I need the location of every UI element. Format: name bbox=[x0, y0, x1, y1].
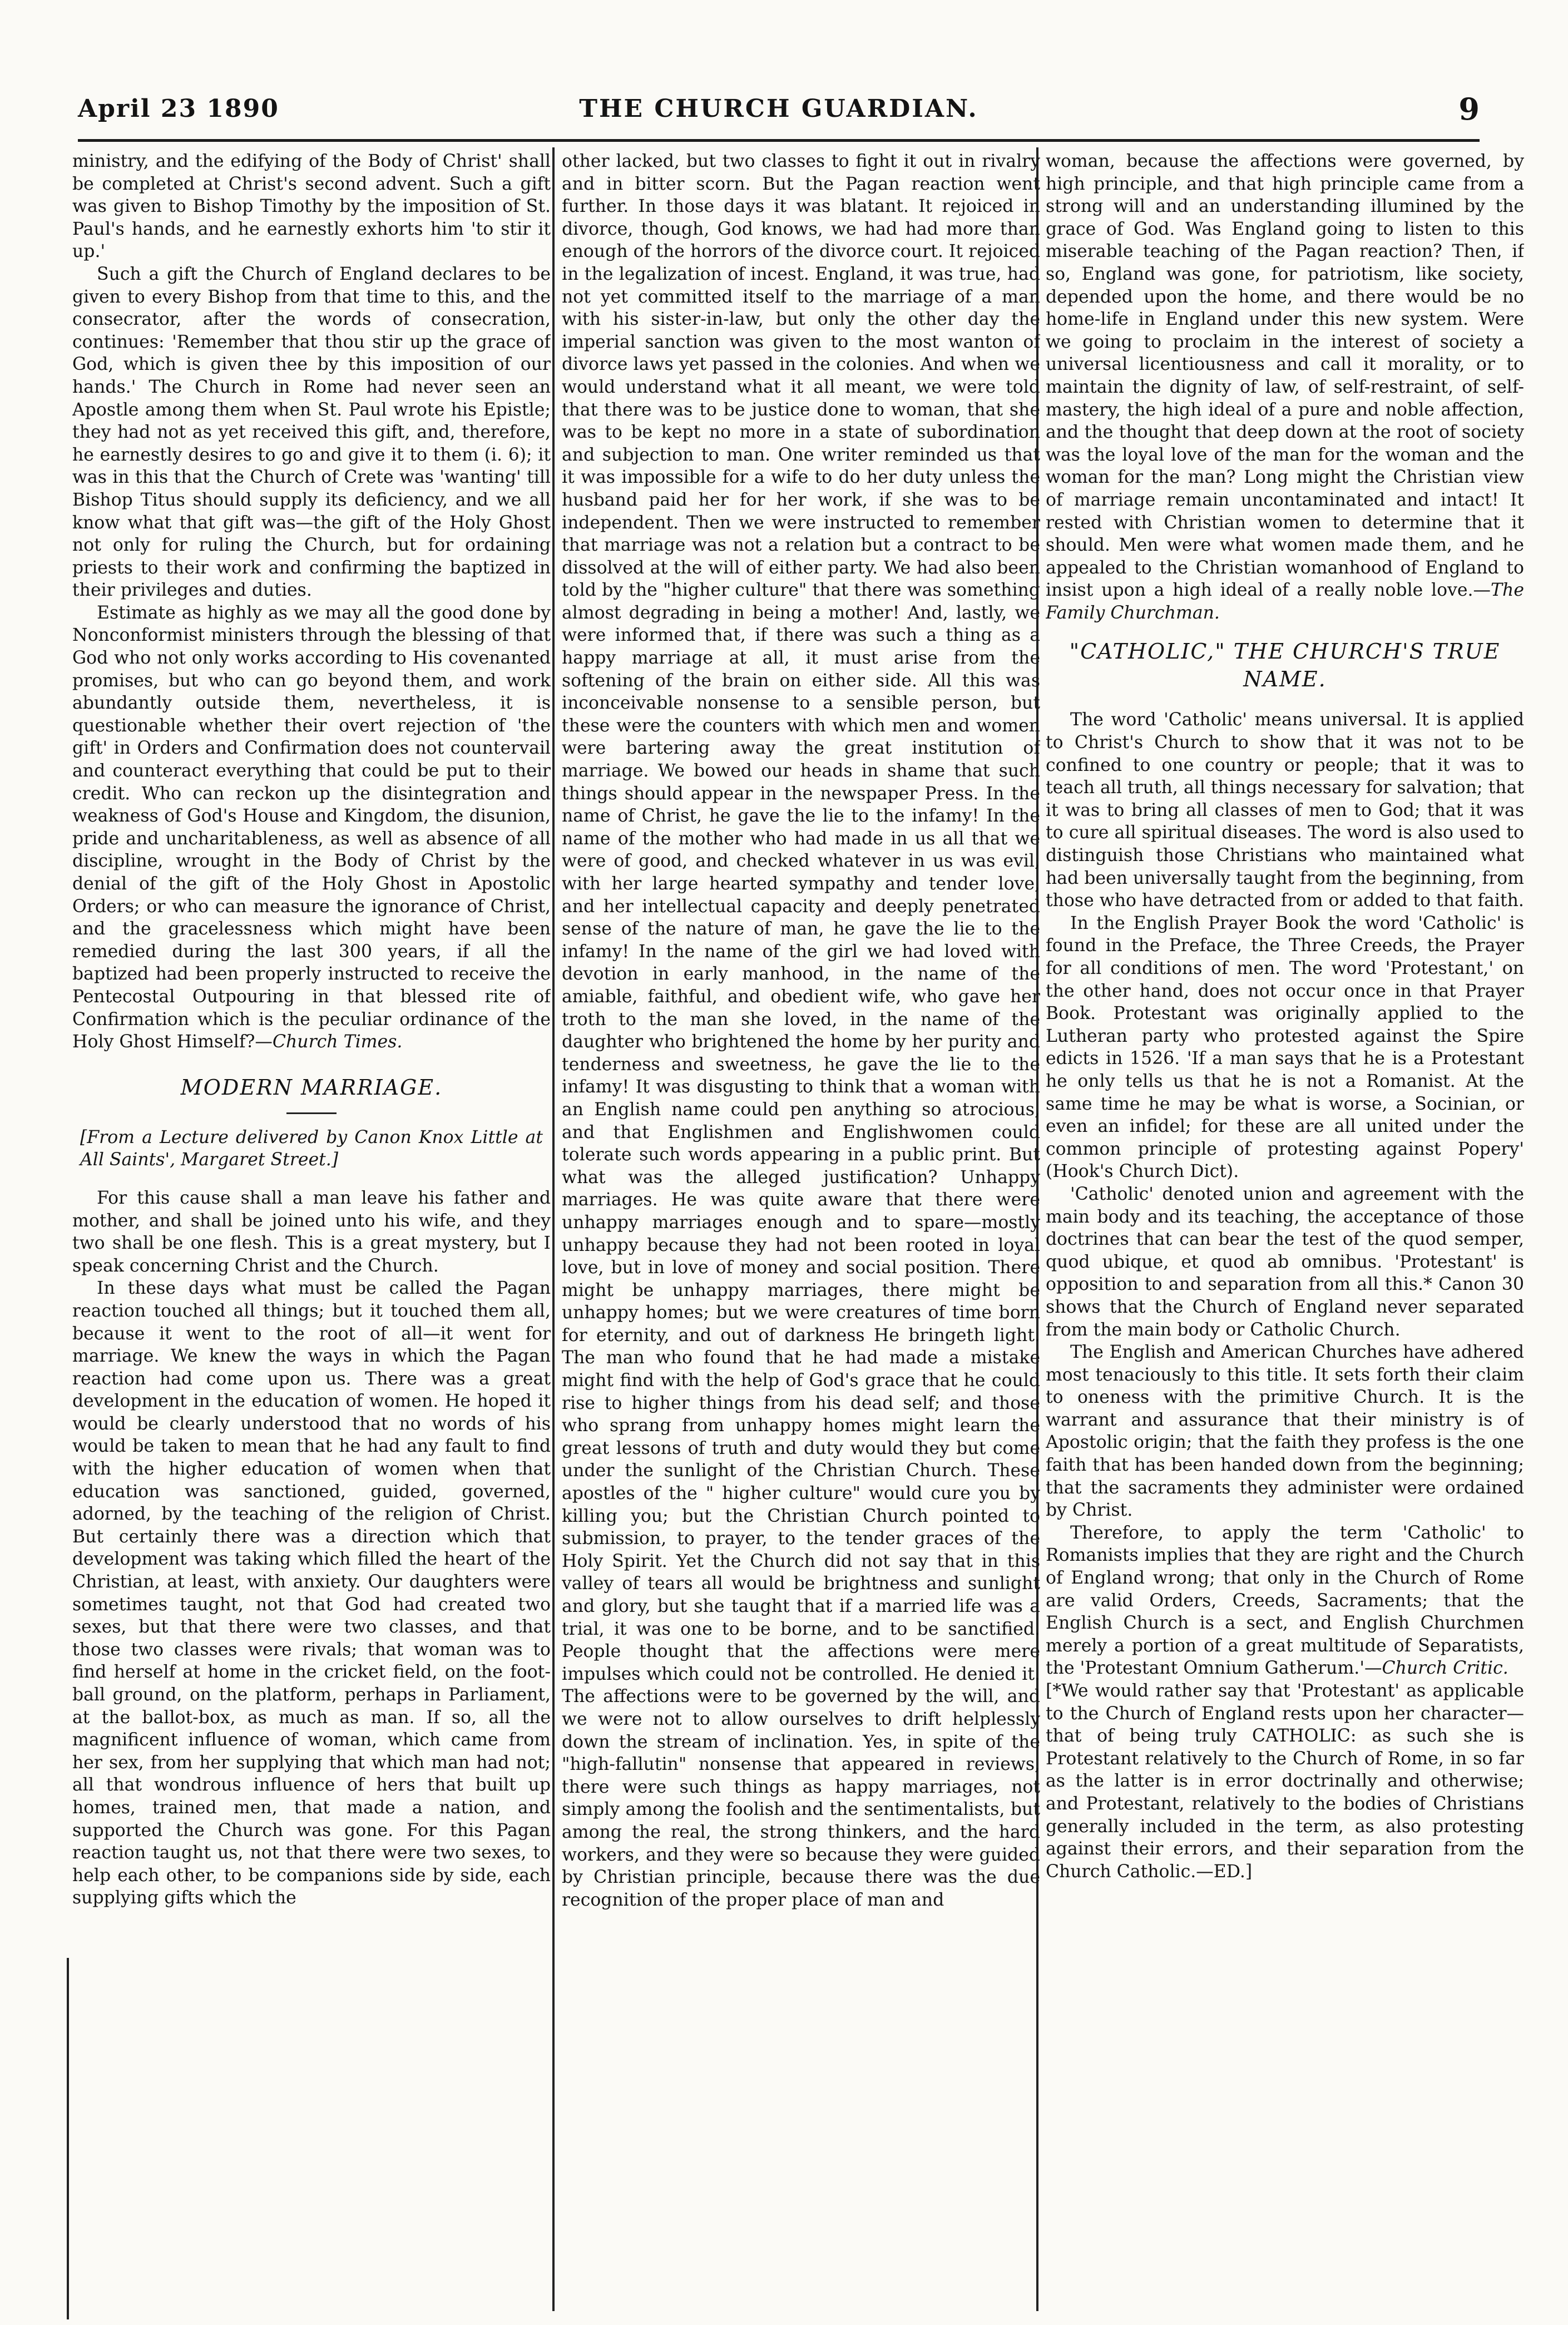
column-rule-1 bbox=[552, 147, 555, 2311]
paragraph: 'Catholic' denoted union and agreement with the main body and its teaching, the acceptance of those doctrines that can bear the test of the quod semper, quod ubique, et quod ab omnibus. 'Protestant' is opposition to and separation from all this.* Canon 30 shows that the Church of England never separated from the main body or Catholic Church. bbox=[1046, 1184, 1524, 1340]
paragraph bbox=[1046, 150, 1524, 624]
column-3 bbox=[1046, 150, 1524, 2308]
masthead-title: THE CHURCH GUARDIAN. bbox=[579, 95, 978, 123]
paragraph: ministry, and the edifying of the Body of Christ' shall be completed at Christ's second advent. Such a gift was given to Bishop Timothy by the imposition of St. Paul's hands, and he earnestly exhorts him 'to stir it up.' bbox=[72, 151, 551, 262]
paragraph: The word 'Catholic' means universal. It is applied to Christ's Church to show that it was not to be confined to one country or people; that it was to teach all truth, all things necessary for salvation; that it was to bring all classes of men to God; that it was to cure all spiritual diseases. The word is also used to distinguish those Christians who maintained what had been universally taught from the beginning, from those who have detracted from or added to that faith. bbox=[1046, 710, 1524, 911]
page-number: 9 bbox=[1458, 91, 1480, 127]
page-header bbox=[78, 89, 1480, 142]
paragraph bbox=[1046, 1522, 1524, 1680]
article-title: "CATHOLIC," THE CHURCH'S TRUE NAME. bbox=[1069, 639, 1501, 692]
paragraph-text: Therefore, to apply the term 'Catholic' to Romanists implies that they are right and the Church of England wrong; that only in the Church of Rome are valid Orders, Creeds, Sacraments; that the English Church is a sect, and English Churchmen merely a portion of a great multitude of Separatists, the 'Protestant Omnium Gatherum.'— bbox=[1046, 1522, 1524, 1679]
title-rule bbox=[286, 1112, 337, 1114]
paragraph: The English and American Churches have adhered most tenaciously to this title. It sets forth their claim to oneness with the primitive Church. It is the warrant and assurance that their ministry is of Apostolic origin; that the faith they profess is the one faith that has been handed down from the beginning; that the sacraments they administer were ordained by Christ. bbox=[1046, 1342, 1524, 1521]
paragraph bbox=[72, 602, 551, 1053]
column-2 bbox=[562, 150, 1040, 2308]
source-citation: Church Times. bbox=[272, 1032, 403, 1052]
source-citation: The Family Churchman. bbox=[1046, 580, 1524, 623]
paragraph-text: woman, because the affections were governed, by high principle, and that high principle came from a strong will and an understanding illumined by the grace of God. Was England going to listen to this miserable teaching of the Pagan reaction? Then, if so, England was gone, for patriotism, like society, depended upon the home, and there would be no home-life in England under this new system. Were we going to proclaim in the interest of society a universal licentiousness and call it morality, or to maintain the dignity of law, of self-restraint, of self-mastery, the high ideal of a pure and noble affection, and the thought that deep down at the root of society was the loyal love of the man for the woman and the woman for the man? Long might the Christian view of marriage remain uncontaminated and intact! It rested with Christian women to determine that it should. Men were what women made them, and he appealed to the Christian womanhood of England to insist upon a high ideal of a really noble love.— bbox=[1046, 151, 1524, 601]
margin-rule bbox=[67, 1958, 69, 2319]
article-title: MODERN MARRIAGE. bbox=[180, 1075, 443, 1100]
column-1 bbox=[72, 150, 551, 2308]
editor-note: [*We would rather say that 'Protestant' as applicable to the Church of England rests upon her character—that of being truly CATHOLIC: as such she is Protestant relatively to the Church of Rome, in so far as the latter is in error doctrinally and otherwise; and Protestant, relatively to the bodies of Christians generally included in the term, as also protesting against their errors, and their separation from the Church Catholic.—ED.] bbox=[1046, 1681, 1524, 1882]
paragraph: other lacked, but two classes to fight it out in rivalry and in bitter scorn. But the Pagan reaction went further. In those days it was blatant. It rejoiced in divorce, though, God knows, we had had more than enough of the horrors of the divorce court. It rejoiced in the legalization of incest. England, it was true, had not yet committed itself to the marriage of a man with his sister-in-law, but only the other day the imperial sanction was given to the most wanton of divorce laws yet passed in the colonies. And when we would understand what it all meant, we were told that there was to be justice done to woman, that she was to be kept no more in a state of subordination and subjection to man. One writer reminded us that it was impossible for a wife to do her duty unless the husband paid her for her work, if she was to be independent. Then we were instructed to remember that marriage was not a relation but a contract to be dissolved at the will of either party. We had also been told by the "higher culture" that there was something almost degrading in being a mother! And, lastly, we were informed that, if there was such a thing as a happy marriage at all, it must arise from the softening of the brain on either side. All this was inconceivable nonsense to a sensible person, but these were the counters with which men and women were bartering away the great institution of marriage. We bowed our heads in shame that such things should appear in the newspaper Press. In the name of Christ, he gave the lie to the infamy! In the name of the mother who had made in us all that we were of good, and checked whatever in us was evil, with her large hearted sympathy and tender love, and her intellectual capacity and deeply penetrated sense of the nature of man, he gave the lie to the infamy! In the name of the girl we had loved with devotion in early manhood, in the name of the amiable, faithful, and obedient wife, who gave her troth to the man she loved, in the name of the daughter who brightened the home by her purity and tenderness and sweetness, he gave the lie to the infamy! It was disgusting to think that a woman with an English name could pen anything so atrocious, and that Englishmen and Englishwomen could tolerate such words appearing in a public print. But what was the alleged justification? Unhappy marriages. He was quite aware that there were unhappy marriages enough and to spare—mostly unhappy because they had not been rooted in loyal love, but in love of money and social position. There might be unhappy marriages, there might be unhappy homes; but we were creatures of time born for eternity, and out of darkness He bringeth light. The man who found that he had made a mistake might find with the help of God's grace that he could rise to higher things from his dead self; and those who sprang from unhappy homes might learn the great lessons of truth and duty would they but come under the sunlight of the Christian Church. These apostles of the " higher culture" would cure you by killing you; but the Christian Church pointed to submission, to prayer, to the tender graces of the Holy Spirit. Yet the Church did not say that in this valley of tears all would be brightness and sunlight and glory, but she taught that if a married life was a trial, it was one to be borne, and to be sanctified. People thought that the affections were mere impulses which could not be controlled. He denied it. The affections were to be governed by the will, and we were not to allow ourselves to drift helplessly down the stream of inclination. Yes, in spite of the "high-fallutin" nonsense that appeared in reviews, there were such things as happy marriages, not simply among the foolish and the sentimentalists, but among the real, the strong thinkers, and the hard workers, and they were so because they were guided by Christian principle, because there was the due recognition of the proper place of man and bbox=[562, 151, 1040, 1910]
source-citation: Church Critic. bbox=[1382, 1658, 1508, 1679]
paragraph: In the English Prayer Book the word 'Catholic' is found in the Preface, the Three Creeds, the Prayer for all conditions of men. The word 'Protestant,' on the other hand, does not occur once in that Prayer Book. Protestant was originally applied to the Lutheran party who protested against the Spire edicts in 1526. 'If a man says that he is a Protestant he only tells us that he is not a Romanist. At the same time he may be what is worse, a Socinian, or even an infidel; for these are all united under the common principle of protesting against Popery' (Hook's Church Dict). bbox=[1046, 913, 1524, 1182]
paragraph: In these days what must be called the Pagan reaction touched all things; but it touched them all, because it went to the root of all—it went for marriage. We knew the ways in which the Pagan reaction had come upon us. There was a great development in the education of women. He hoped it would be clearly understood that no words of his would be taken to mean that he had any fault to find with the higher education of women when that education was sanctioned, guided, governed, adorned, by the teaching of the religion of Christ. But certainly there was a direction which that development was taking which filled the heart of the Christian, at least, with anxiety. Our daughters were sometimes taught, not that God had created two sexes, but that there were two classes, and that those two classes were rivals; that woman was to find herself at home in the cricket field, on the foot-ball ground, on the platform, perhaps in Parliament, at the ballot-box, as much as man. If so, all the magnificent influence of woman, which came from her sex, from her supplying that which man had not; all that wondrous influence of hers that built up homes, trained men, that made a nation, and supported the Church was gone. For this Pagan reaction taught us, not that there were two sexes, to help each other, to be companions side by side, each supplying gifts which the bbox=[72, 1278, 551, 1908]
paragraph: Such a gift the Church of England declares to be given to every Bishop from that time to this, and the consecrator, after the words of consecration, continues: 'Remember that thou stir up the grace of God, which is given thee by this imposition of our hands.' The Church in Rome had never seen an Apostle among them when St. Paul wrote his Epistle; they had not as yet received this gift, and, therefore, he earnestly desires to go and give it to them (i. 6); it was in this that the Church of Crete was 'wanting' till Bishop Titus should supply its deficiency, and we all know what that gift was—the gift of the Holy Ghost not only for ruling the Church, but for ordaining priests to their work and confirming the baptized in their privileges and duties. bbox=[72, 264, 551, 601]
paragraph: For this cause shall a man leave his father and mother, and shall be joined unto his wife, and they two shall be one flesh. This is a great mystery, but I speak concerning Christ and the Church. bbox=[72, 1188, 551, 1276]
paragraph-text: Estimate as highly as we may all the good done by Nonconformist ministers through the blessing of that God who not only works according to His covenanted promises, but who can go beyond them, and work abundantly outside them, nevertheless, it is questionable whether their overt rejection of 'the gift' in Orders and Confirmation does not countervail and counteract everything that could be put to their credit. Who can reckon up the disintegration and weakness of God's House and Kingdom, the disunion, pride and uncharitableness, as well as absence of all discipline, wrought in the Body of Christ by the denial of the gift of the Holy Ghost in Apostolic Orders; or who can measure the ignorance of Christ, and the gracelessness which might have been remedied during the last 300 years, if all the baptized had been properly instructed to receive the Pentecostal Outpouring in that blessed rite of Confirmation which is the peculiar ordinance of the Holy Ghost Himself?— bbox=[72, 602, 551, 1052]
byline: [From a Lecture delivered by Canon Knox Little at All Saints', Margaret Street.] bbox=[80, 1127, 543, 1170]
issue-date: April 23 1890 bbox=[78, 95, 279, 123]
